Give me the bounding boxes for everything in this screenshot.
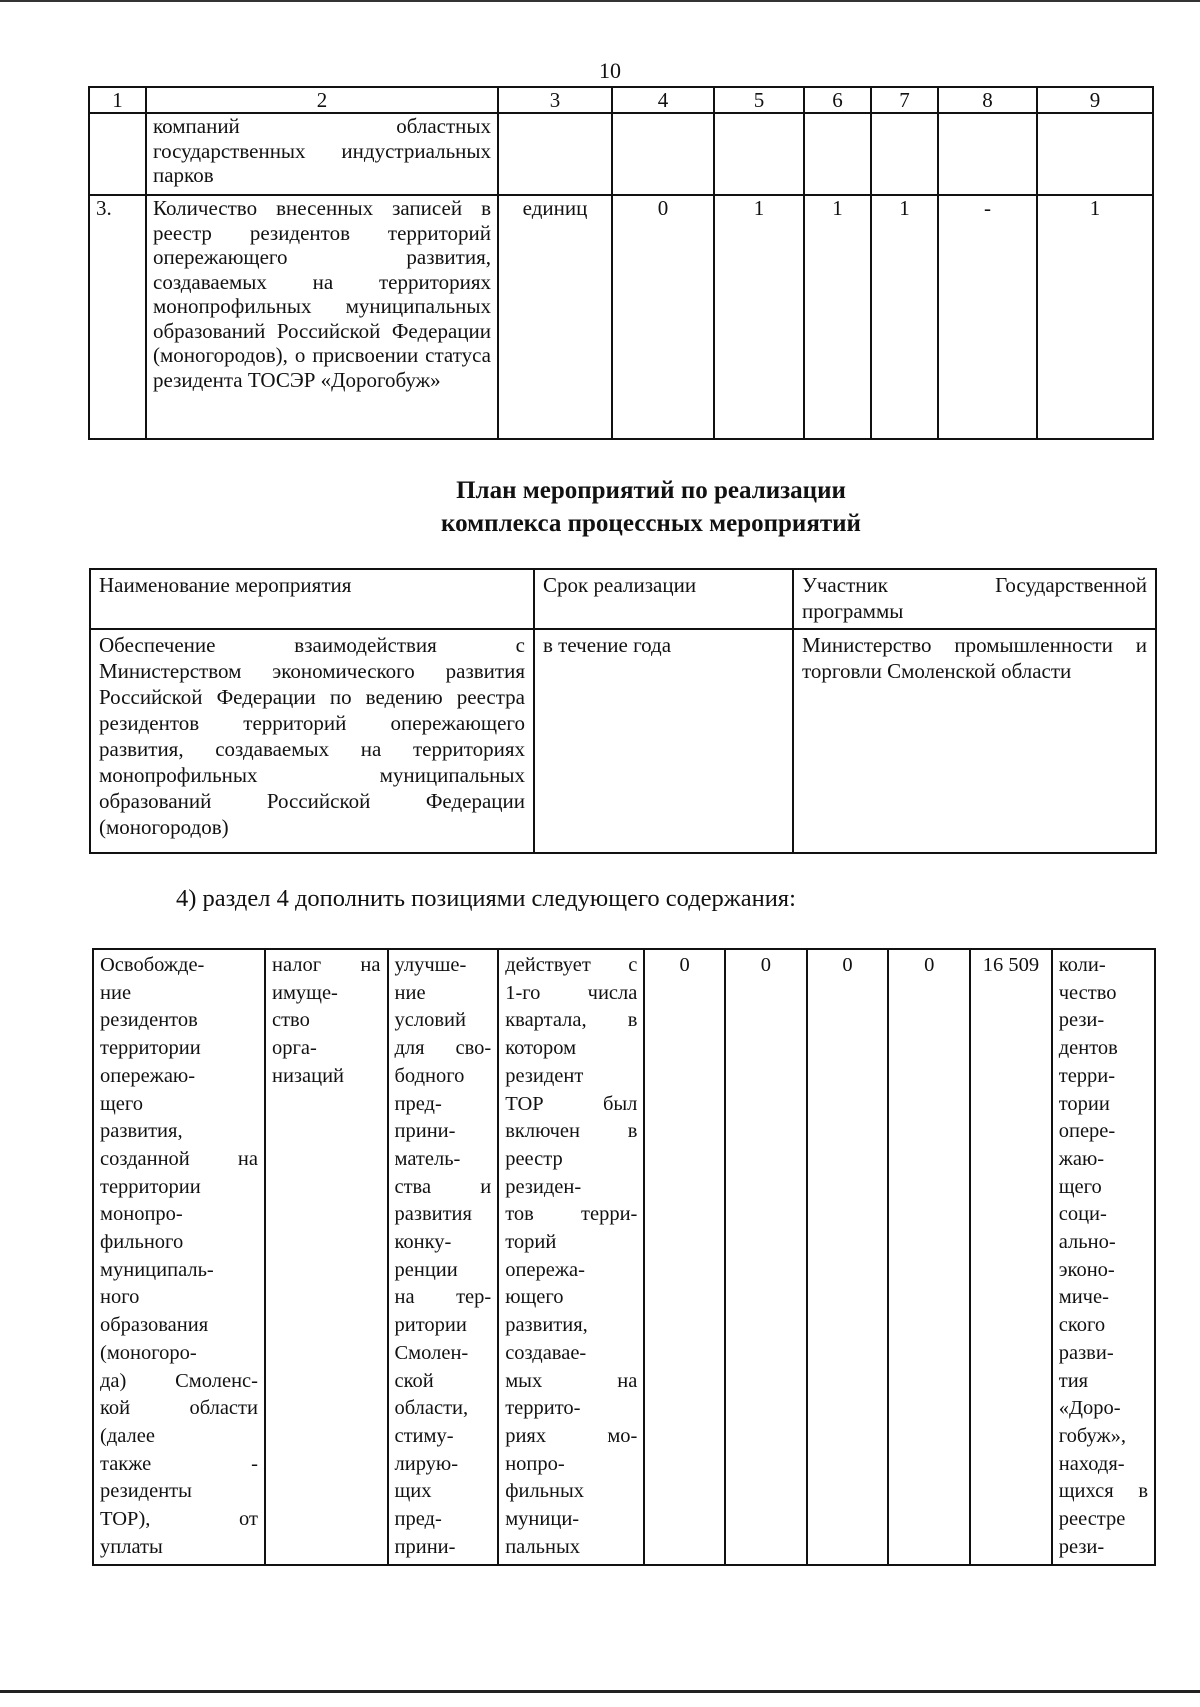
cell-line: да) Смоленс- [100,1369,258,1392]
cell-line: реестр [505,1147,563,1170]
cell-line: опере- [1058,1120,1116,1143]
cell-line: щего [100,1092,144,1115]
cell-line: развития, [505,1314,588,1337]
table-header-row [89,87,1153,113]
cell-line: резидент [505,1064,584,1087]
cell-line: пальных [505,1535,581,1558]
table-row [89,195,1153,439]
cell-line: (далее [100,1424,155,1447]
header-cell: Участник Государственной программы [793,569,1156,629]
cell-line: низаций [271,1064,345,1087]
activity-term: в течение года [534,629,793,853]
cell-line: территории [100,1037,201,1060]
cell-line: коли- [1058,954,1106,976]
cell-line: резидентов [100,1009,198,1032]
value-cell: 16 509 [970,949,1052,1565]
value-cell: 1 [1037,195,1153,439]
benefit-goal [388,949,499,1565]
cell-line: котором [505,1037,577,1060]
value-cell: 0 [644,949,725,1565]
cell-line: прини- [394,1535,456,1558]
value-cell: 0 [888,949,970,1565]
unit-cell: единиц [498,195,612,439]
plan-heading-line2: комплекса процессных мероприятий [441,510,861,537]
cell-line: терри- [1058,1064,1116,1087]
cell-line: террито- [505,1397,581,1420]
header-cell: 5 [714,87,804,113]
cell-line: 1-го числа [505,981,638,1004]
page-number: 10 [599,58,621,83]
cell-line: развития [394,1203,472,1226]
cell-line: монопро- [100,1203,183,1226]
cell-line: резиден- [505,1175,582,1198]
cell-line: ТОР), от [100,1508,258,1531]
cell-line: налог на [271,954,381,976]
value-cell: 1 [871,195,938,439]
cell-line: ние [100,981,132,1004]
cell-line: тия [1058,1369,1089,1392]
cell-line: щих [394,1480,432,1503]
scan-edge-bottom [0,1690,1200,1693]
cell-line: щего [1058,1175,1102,1198]
header-cell: 1 [89,87,146,113]
cell-line: дентов [1058,1037,1118,1060]
value-cell: 0 [807,949,889,1565]
header-cell: 8 [938,87,1037,113]
cell-line: опережаю- [100,1064,196,1087]
cell-line: бодного [394,1064,465,1087]
cell-line: торий [505,1231,557,1254]
indicators-table [88,86,1154,440]
cell-line: также - [100,1452,258,1475]
cell-line: резиденты [100,1480,192,1503]
scan-edge-top [0,0,1200,2]
indicator-name: Количество внесенных записей в реестр резидентов территорий опережающего развития, создаваемых на территориях монопрофильных муниципальных образований Российской Федерации (моногородов), о присвоении статуса резидента ТОСЭР «Дорогобуж» [146,195,498,439]
activity-participant: Министерство промышленности и торговли Смоленской области [793,629,1156,853]
cell-line: лирую- [394,1452,459,1475]
value-cell: 0 [612,195,714,439]
plan-heading [88,474,1200,540]
cell-line: ской [394,1369,434,1392]
cell-line: щихся в [1058,1480,1148,1503]
cell-line: ского [1058,1314,1106,1337]
cell-line: включен в [505,1120,638,1143]
cell-line: чество [1058,981,1117,1004]
cell-line: ство [271,1009,310,1032]
row-number: 3. [89,195,146,439]
header-cell: 2 [146,87,498,113]
cell-line: муници- [505,1508,580,1531]
cell-line: улучше- [394,954,467,976]
header-cell: 7 [871,87,938,113]
cell-line: матель- [394,1147,461,1170]
cell-line: риях мо- [505,1424,638,1447]
header-cell: Срок реализации [534,569,793,629]
header-cell: 6 [804,87,871,113]
table-header-row [90,569,1156,629]
cell-line: муниципаль- [100,1258,214,1281]
value-cell: 1 [804,195,871,439]
header-cell: 3 [498,87,612,113]
table-row [90,629,1156,853]
cell-line: ренции [394,1258,458,1281]
cell-line: стиму- [394,1424,454,1447]
cell-line: ного [100,1286,140,1309]
cell-line: реестре [1058,1508,1126,1531]
value-cell: 0 [725,949,807,1565]
activities-plan-table [89,568,1157,854]
cell-line: области, [394,1397,469,1420]
indicator-name: компаний областных государственных индустриальных парков [146,113,498,195]
value-cell: 1 [714,195,804,439]
cell-line: квартала, в [505,1009,638,1032]
cell-line: ТОР был [505,1092,638,1115]
cell-line: находя- [1058,1452,1125,1475]
cell-line: орга- [271,1037,317,1060]
cell-line: Освобожде- [100,954,205,976]
cell-line: жаю- [1058,1147,1105,1170]
plan-heading-line1: План мероприятий по реализации [456,477,846,504]
cell-line: опережа- [505,1258,585,1281]
activity-name: Обеспечение взаимодействия с Министерством экономического развития Российской Федерации по ведению реестра резидентов территорий опережающего развития, создаваемых на территориях монопрофильных муниципальных образований Российской Федерации (моногородов) [90,629,534,853]
cell-line: рези- [1058,1535,1105,1558]
cell-line: создавае- [505,1341,587,1364]
table-row [93,949,1155,1565]
cell-line: образования [100,1314,209,1337]
cell-line: созданной на [100,1147,258,1170]
cell-line: соци- [1058,1203,1107,1226]
tax-type [265,949,388,1565]
cell-line: Смолен- [394,1341,469,1364]
header-cell: Наименование мероприятия [90,569,534,629]
cell-line: «Доро- [1058,1397,1121,1420]
cell-line: действует с [505,954,638,976]
cell-line: (моногоро- [100,1341,197,1364]
cell-line: прини- [394,1120,456,1143]
cell-line: на тер- [394,1286,492,1309]
cell-line: миче- [1058,1286,1109,1309]
cell-line: условий [394,1009,466,1032]
cell-line: пред- [394,1092,442,1115]
cell-line: разви- [1058,1341,1114,1364]
header-cell: 4 [612,87,714,113]
cell-line: нопро- [505,1452,565,1475]
cell-line: рези- [1058,1009,1105,1032]
cell-line: ритории [394,1314,467,1337]
benefit-period [498,949,644,1565]
table-row [89,113,1153,195]
cell-line: фильных [505,1480,585,1503]
cell-line: ние [394,981,426,1004]
indicator-description [1052,949,1155,1565]
cell-line: территории [100,1175,201,1198]
cell-line: ющего [505,1286,564,1309]
cell-line: гобуж», [1058,1424,1127,1447]
section-amendment-line: 4) раздел 4 дополнить позициями следующего содержания: [176,885,796,912]
cell-line: для сво- [394,1037,492,1060]
cell-line: ально- [1058,1231,1116,1254]
cell-line: тов терри- [505,1203,638,1226]
cell-line: мых на [505,1369,638,1392]
cell-line: тории [1058,1092,1110,1115]
tax-benefit-description [93,949,265,1565]
header-cell: 9 [1037,87,1153,113]
cell-line: развития, [100,1120,183,1143]
cell-line: эконо- [1058,1258,1115,1281]
cell-line: ства и [394,1175,492,1198]
cell-line: имуще- [271,981,338,1004]
cell-line: пред- [394,1508,442,1531]
tax-expenditures-table [92,948,1156,1566]
cell-line: кой области [100,1397,258,1420]
cell-line: конку- [394,1231,452,1254]
value-cell: - [938,195,1037,439]
cell-line: уплаты [100,1535,163,1558]
cell-line: фильного [100,1231,184,1254]
